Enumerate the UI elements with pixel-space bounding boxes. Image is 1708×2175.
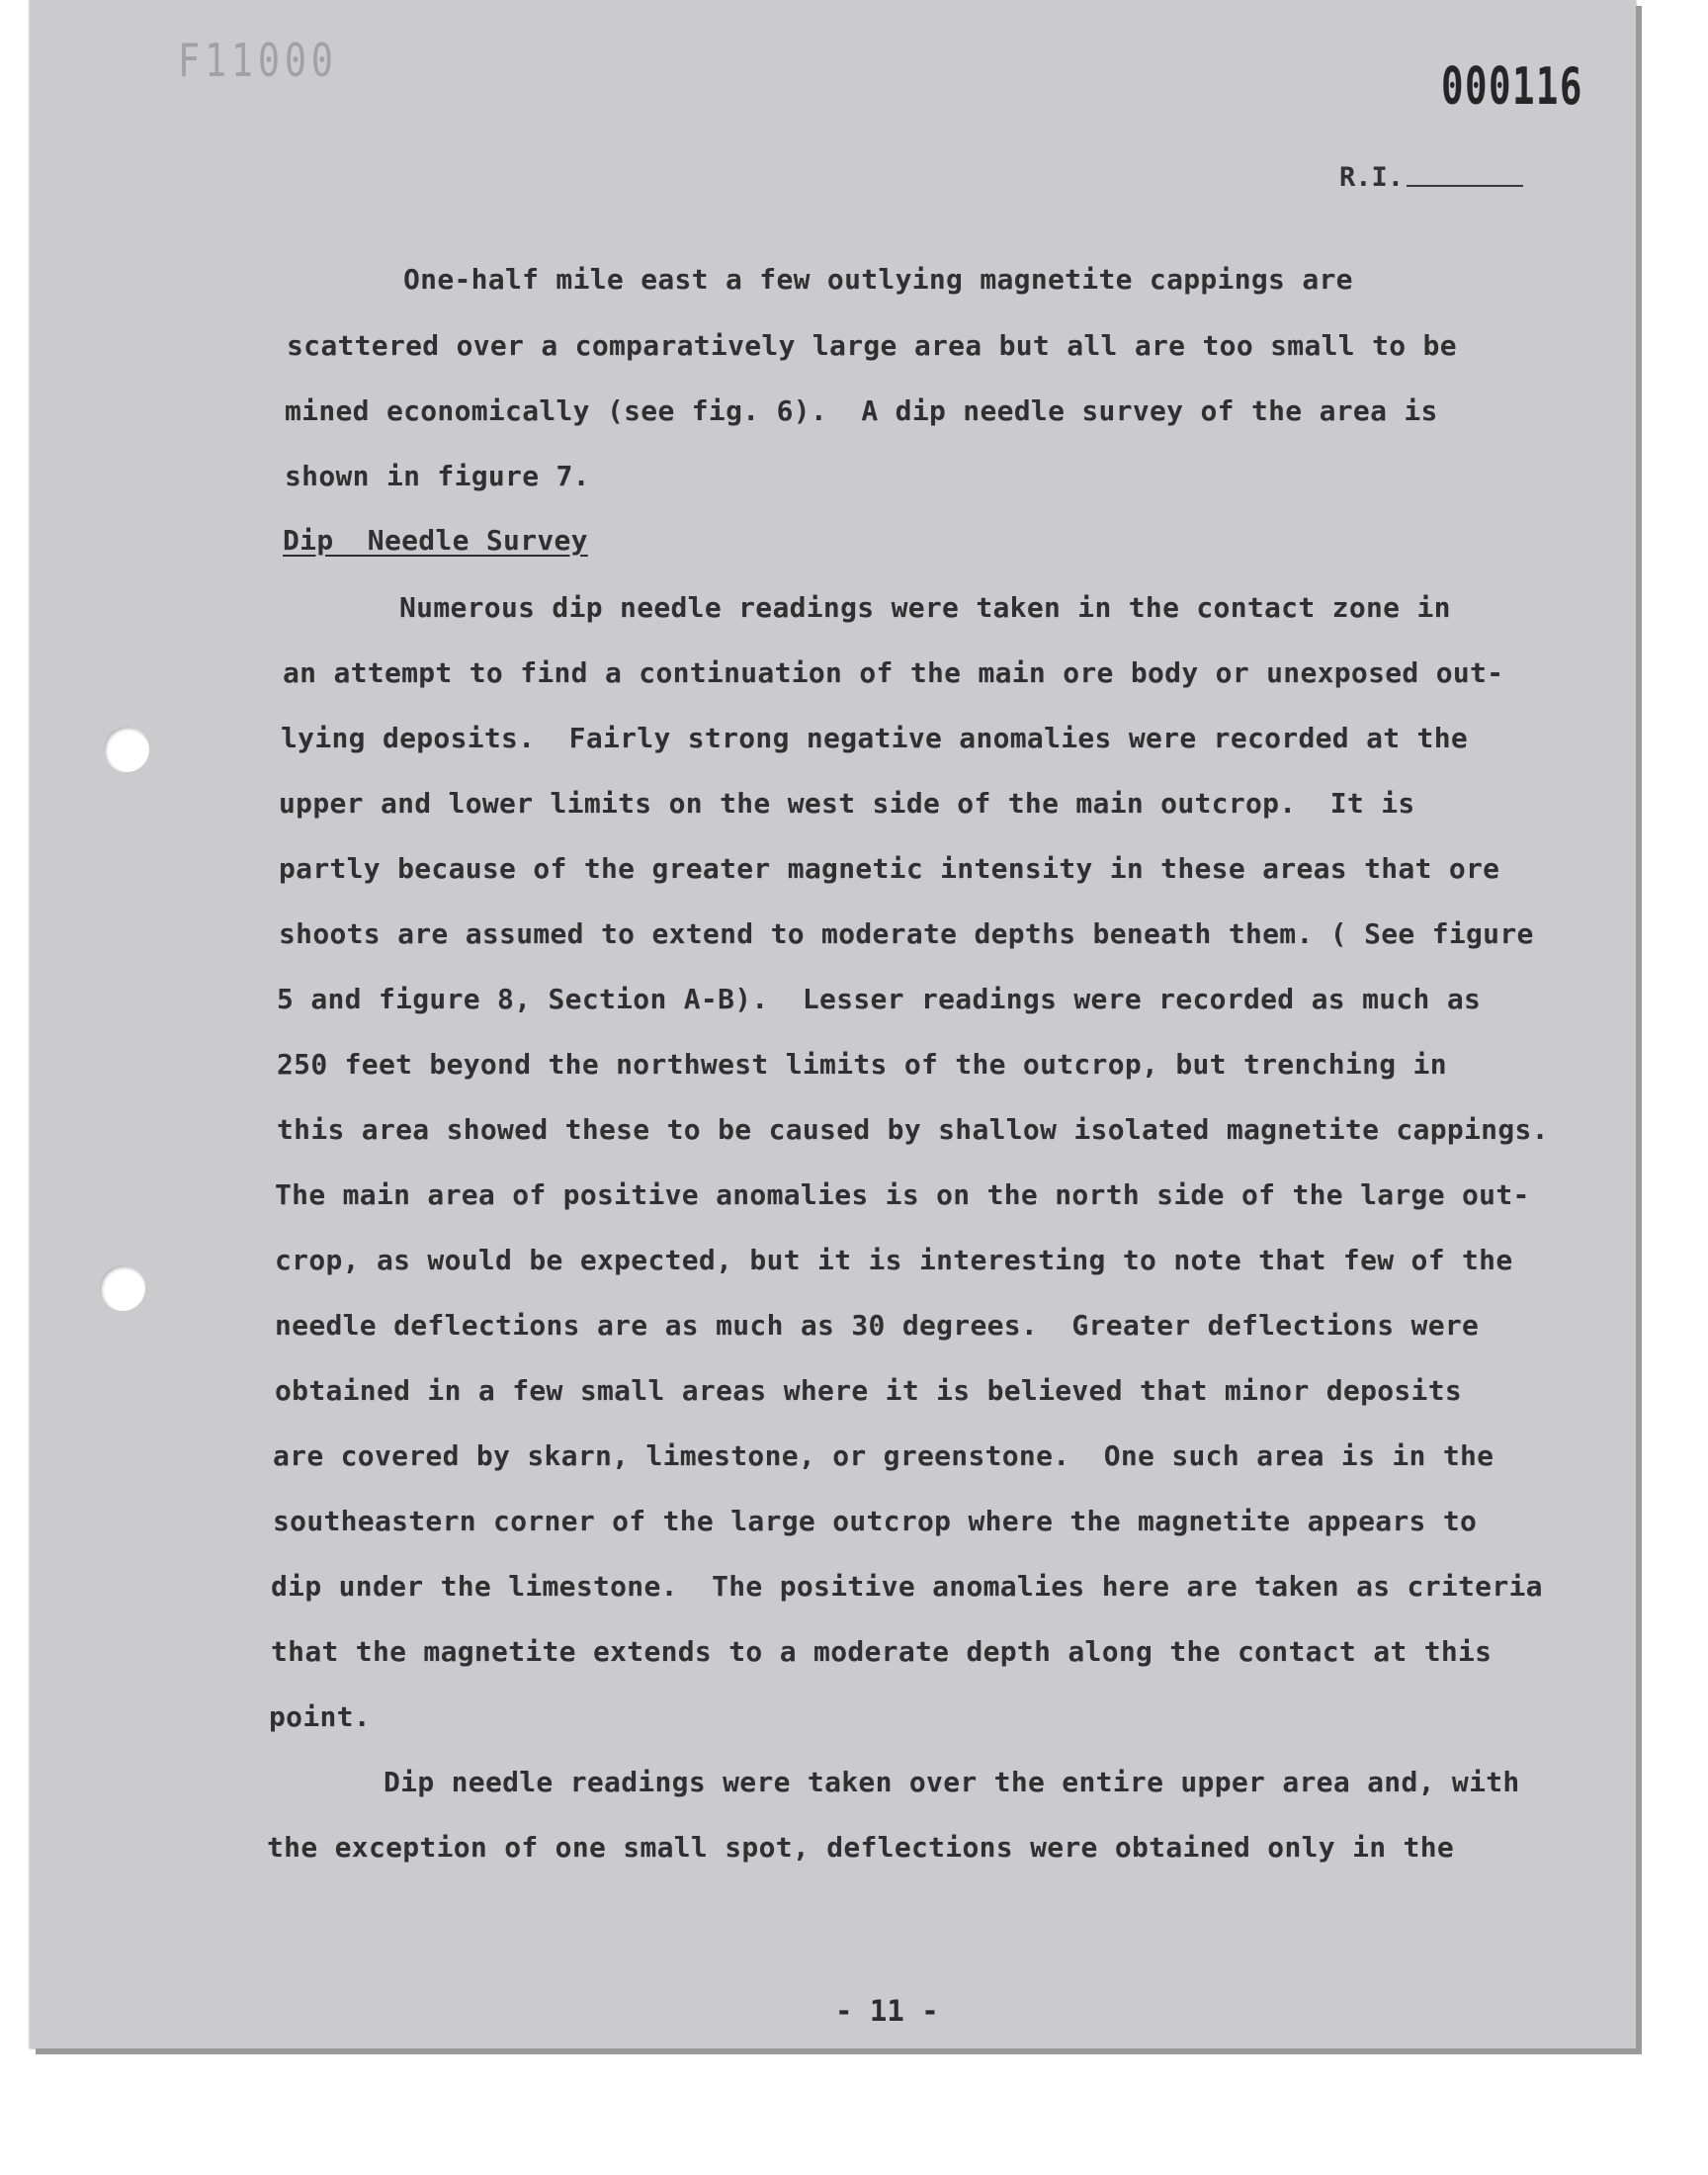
- report-id-label: R.I.: [1339, 162, 1405, 193]
- paragraph-2-line: The main area of positive anomalies is on the north side of the large out-: [275, 1178, 1530, 1211]
- paragraph-3-line: the exception of one small spot, deflections were obtained only in the: [267, 1831, 1455, 1864]
- report-id-field: [1339, 162, 1523, 193]
- paragraph-2-line: obtained in a few small areas where it is believed that minor deposits: [275, 1374, 1463, 1407]
- paragraph-2-line: needle deflections are as much as 30 degrees. Greater deflections were: [275, 1309, 1480, 1342]
- paragraph-2-line: that the magnetite extends to a moderate depth along the contact at this: [271, 1635, 1493, 1668]
- paragraph-2-line: partly because of the greater magnetic intensity in these areas that ore: [279, 852, 1500, 885]
- paragraph-2-line: an attempt to find a continuation of the main ore body or unexposed out-: [283, 656, 1504, 689]
- document-page: [30, 0, 1636, 2048]
- paragraph-1-line: shown in figure 7.: [285, 460, 590, 492]
- paragraph-2-line: crop, as would be expected, but it is interesting to note that few of the: [275, 1244, 1513, 1276]
- paragraph-1-line: mined economically (see fig. 6). A dip needle survey of the area is: [285, 394, 1438, 427]
- paragraph-2-line: Numerous dip needle readings were taken in the contact zone in: [399, 591, 1451, 624]
- paragraph-2-line: are covered by skarn, limestone, or greenstone. One such area is in the: [273, 1439, 1494, 1472]
- paragraph-2-line: shoots are assumed to extend to moderate depths beneath them. ( See figure: [279, 917, 1534, 950]
- page-number: - 11 -: [835, 1994, 939, 2028]
- page-stamp-number: 000116: [1441, 57, 1583, 117]
- paragraph-2-line: this area showed these to be caused by shallow isolated magnetite cappings.: [277, 1113, 1549, 1146]
- paragraph-2-line: point.: [269, 1700, 371, 1733]
- punch-hole: [104, 727, 149, 772]
- section-heading: Dip Needle Survey: [283, 524, 588, 557]
- paragraph-2-line: 250 feet beyond the northwest limits of the outcrop, but trenching in: [277, 1048, 1447, 1081]
- punch-hole: [100, 1265, 145, 1311]
- paragraph-3-line: Dip needle readings were taken over the entire upper area and, with: [384, 1766, 1520, 1798]
- paragraph-2-line: upper and lower limits on the west side of the main outcrop. It is: [279, 787, 1415, 820]
- paragraph-2-line: lying deposits. Fairly strong negative anomalies were recorded at the: [281, 722, 1469, 754]
- paragraph-2-line: 5 and figure 8, Section A-B). Lesser readings were recorded as much as: [277, 983, 1482, 1015]
- paragraph-2-line: southeastern corner of the large outcrop where the magnetite appears to: [273, 1505, 1478, 1537]
- report-id-blank-line: [1407, 185, 1523, 187]
- archive-stamp-top-left: F11000: [178, 34, 338, 87]
- paragraph-1-line: scattered over a comparatively large area but all are too small to be: [287, 329, 1457, 362]
- paragraph-1-line: One-half mile east a few outlying magnetite cappings are: [403, 263, 1353, 296]
- paragraph-2-line: dip under the limestone. The positive anomalies here are taken as criteria: [271, 1570, 1543, 1603]
